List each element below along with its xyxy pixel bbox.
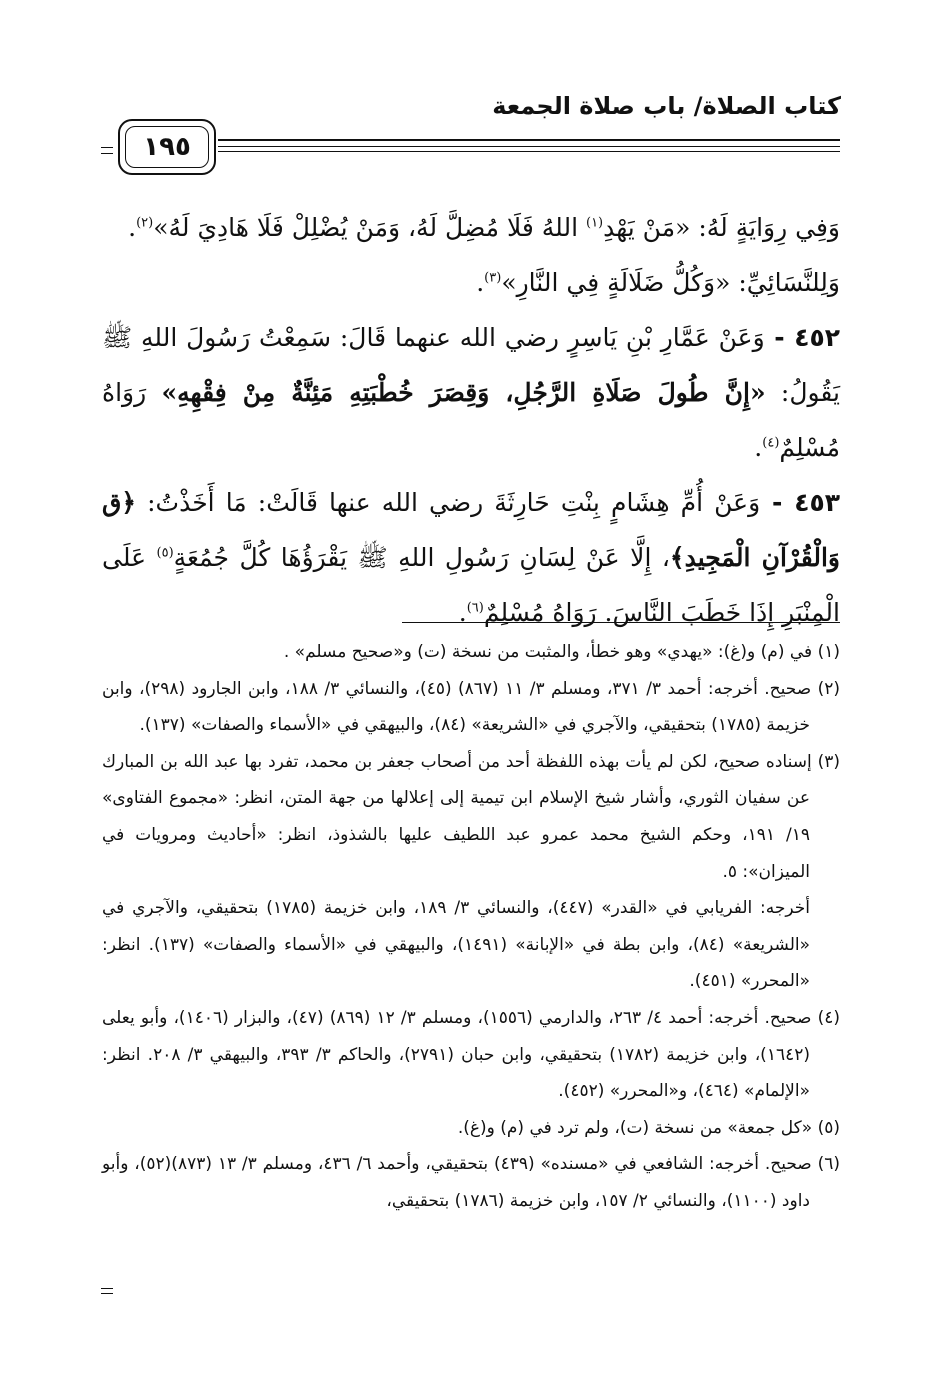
hadith-453: ٤٥٣ - وَعَنْ أُمِّ هِشَامٍ بِنْتِ حَارِثَةَ رضي الله عنها قَالَتْ: مَا أَخَذْتُ: ﴿ق وَالْقُرْآنِ الْمَجِيدِ﴾، إِلَّا عَنْ لِسَانِ رَسُولِ اللهِ ﷺ يَقْرَؤُهَا كُلَّ جُمُعَةٍ$^{(٥)}$ عَلَى الْمِنْبَرِ إِذَا خَطَبَ النَّاسَ. رَوَاهُ مُسْلِمٌ$^{(٦)}$.: [102, 488, 840, 627]
hadith-452-quote: «إِنَّ طُولَ صَلَاةِ الرَّجُلِ، وَقِصَرَ خُطْبَتِهِ مَئِنَّةٌ مِنْ فِقْهِهِ»: [161, 378, 766, 407]
main-text: [102, 200, 840, 640]
hadith-452: ٤٥٢ - وَعَنْ عَمَّارِ بْنِ يَاسِرٍ رضي الله عنهما قَالَ: سَمِعْتُ رَسُولَ اللهِ ﷺ يَقُولُ: «إِنَّ طُولَ صَلَاةِ الرَّجُلِ، وَقِصَرَ خُطْبَتِهِ مَئِنَّةٌ مِنْ فِقْهِهِ» رَوَاهُ مُسْلِمٌ$^{(٤)}$.: [102, 323, 841, 462]
footnote-3-continuation: أخرجه: الفريابي في «القدر» (٤٤٧)، والنسائي ٣/ ١٨٩، وابن خزيمة (١٧٨٥) بتحقيقي، والآجري في «الشريعة» (٨٤)، وابن بطة في «الإبانة» (١٤٩١)، والبيهقي في «الأسماء والصفات» (١٣٧). انظر: «المحرر» (٤٥١).: [102, 898, 810, 992]
footnote-ref-6: (٦): [466, 600, 484, 616]
quran-verse: ﴿ق وَالْقُرْآنِ الْمَجِيدِ﴾: [102, 488, 840, 572]
footnotes: [102, 634, 840, 1220]
page-number: ١٩٥: [125, 126, 209, 168]
footnote-ref-1: (١): [585, 215, 604, 231]
footnote-ref-5: (٥): [156, 545, 174, 561]
header-rule-bottom: [218, 146, 840, 147]
footnote-ref-3: (٣): [484, 270, 502, 286]
footnote-1: (١) في (م) و(غ): «يهدي» وهو خطأ، والمثبت من نسخة (ت) و«صحيح مسلم» .: [283, 642, 840, 662]
footnote-separator: [402, 622, 840, 623]
narration-line-1: وَفِي رِوَايَةٍ لَهُ: «مَنْ يَهْدِ$^{(١)}$ اللهُ فَلَا مُضِلَّ لَهُ، وَمَنْ يُضْلِلْ فَلَا هَادِيَ لَهُ»$^{(٢)}$.: [128, 213, 840, 242]
footnote-2: (٢) صحيح. أخرجه: أحمد ٣/ ٣٧١، ومسلم ٣/ ١١ (٨٦٧) (٤٥)، والنسائي ٣/ ١٨٨، وابن الجارود (٢٩٨)، وابن خزيمة (١٧٨٥) بتحقيقي، والآجري في «الشريعة» (٨٤)، والبيهقي في «الأسماء والصفات» (١٣٧).: [102, 678, 840, 736]
hadith-number-452: ٤٥٢ -: [764, 323, 840, 352]
footnote-ref-4: (٤): [762, 435, 780, 451]
nasai-line: وَلِلنَّسَائِيِّ: «وَكُلُّ ضَلَالَةٍ فِي النَّارِ»$^{(٣)}$.: [476, 268, 840, 297]
footnote-4: (٤) صحيح. أخرجه: أحمد ٤/ ٢٦٣، والدارمي (١٥٥٦)، ومسلم ٣/ ١٢ (٨٦٩) (٤٧)، والبزار (١٤٠٦)، وأبو يعلى (١٦٤٢)، وابن خزيمة (١٧٨٢) بتحقيقي، وابن حبان (٢٧٩١)، والحاكم ٣/ ٣٩٣، والبيهقي ٣/ ٢٠٨. انظر: «الإلمام» (٤٦٤)، و«المحرر» (٤٥٢).: [102, 1007, 840, 1102]
page-number-mark: [101, 147, 113, 155]
continuation-mark: [101, 1288, 113, 1296]
footnote-ref-2: (٢): [136, 215, 154, 231]
header-rule-top: [218, 139, 840, 141]
hadith-number-453: ٤٥٣ -: [760, 488, 840, 517]
footnote-5: (٥) «كل جمعة» من نسخة (ت)، ولم ترد في (م) و(غ).: [457, 1117, 840, 1138]
running-header-title: كتاب الصلاة/ باب صلاة الجمعة: [492, 92, 841, 120]
footnote-6: (٦) صحيح. أخرجه: الشافعي في «مسنده» (٤٣٩) بتحقيقي، وأحمد ٦/ ٤٣٦، ومسلم ٣/ ١٣ (٨٧٣)(٥٢)، وأبو داود (١١٠٠)، والنسائي ٢/ ١٥٧، وابن خزيمة (١٧٨٦) بتحقيقي،: [102, 1154, 840, 1211]
footnote-3: (٣) إسناده صحيح، لكن لم يأت بهذه اللفظة أحد من أصحاب جعفر بن محمد، تفرد بها عبد الله بن المبارك عن سفيان الثوري، وأشار شيخ الإسلام ابن تيمية إلى إعلالها من جهة المتن، انظر: «مجموع الفتاوى» ١٩/ ١٩١، وحكم الشيخ محمد عمرو عبد اللطيف عليها بالشذوذ، انظر: «أحاديث ومرويات في الميزان»: ٥. أخرجه: الفريابي في «القدر» (٤٤٧)، والنسائي ٣/ ١٨٩، وابن خزيمة (١٧٨٥) بتحقيقي، والآجري في «الشريعة» (٨٤)، وابن بطة في «الإبانة» (١٤٩١)، والبيهقي في «الأسماء والصفات» (١٣٧). انظر: «المحرر» (٤٥١).: [102, 744, 840, 1000]
header-rule-bottom-2: [218, 151, 840, 152]
